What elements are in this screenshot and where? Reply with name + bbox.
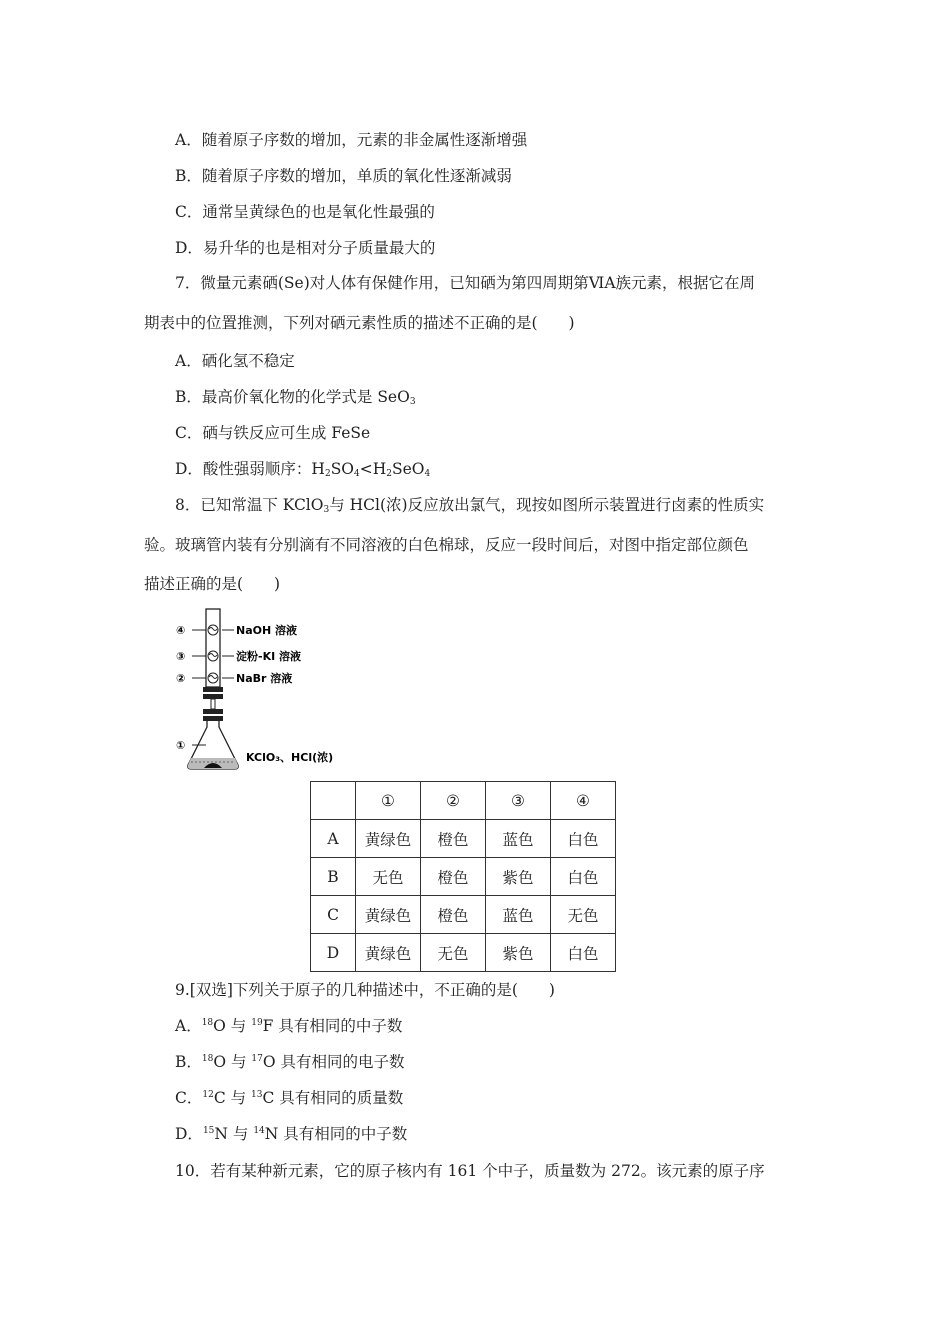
q9-option-a: A．$^{18}$O 与 $^{19}$F 具有相同的中子数: [175, 1017, 403, 1035]
q8-answer-table: [310, 781, 616, 972]
q6-option-b: B．随着原子序数的增加，单质的氧化性逐渐减弱: [175, 167, 512, 185]
table-cell: 黄绿色: [356, 934, 421, 972]
fig-sol-nabr: NaBr 溶液: [236, 672, 293, 685]
cotton-ball-2: [208, 673, 218, 683]
cotton-ball-3: [208, 651, 218, 661]
fig-label-2: ②: [176, 672, 186, 685]
table-cell: B: [311, 858, 356, 896]
table-cell: 紫色: [486, 858, 551, 896]
table-header-cell: [311, 782, 356, 820]
q9-option-d: D．$^{15}$N 与 $^{14}$N 具有相同的中子数: [175, 1125, 408, 1143]
table-cell: 白色: [551, 820, 616, 858]
q8-stem-line1: 8．已知常温下 KClO$_3$与 HCl(浓)反应放出氯气，现按如图所示装置进行卤素的性质实: [175, 496, 765, 515]
table-row: [311, 820, 616, 858]
fig-label-4: ④: [176, 624, 186, 637]
fig-sol-naoh: NaOH 溶液: [236, 624, 298, 637]
q6-option-a: A．随着原子序数的增加，元素的非金属性逐渐增强: [175, 131, 528, 149]
table-header-cell: ③: [486, 782, 551, 820]
q7-option-d: D．酸性强弱顺序：$H_2SO_4<H_2SeO_4$: [175, 460, 431, 479]
table-cell: 白色: [551, 858, 616, 896]
q7-stem-line1: 7．微量元素硒(Se)对人体有保健作用，已知硒为第四周期第ⅥA族元素，根据它在周: [175, 274, 756, 292]
q7-option-c: C．硒与铁反应可生成 FeSe: [175, 424, 371, 442]
table-row: [311, 858, 616, 896]
table-cell: 紫色: [486, 934, 551, 972]
fig-label-1: ①: [176, 739, 186, 752]
table-cell: 黄绿色: [356, 896, 421, 934]
apparatus-figure: [170, 605, 350, 780]
q8-stem-line3: 描述正确的是( ): [144, 575, 281, 593]
fig-flask-label: KClO₃、HCl(浓): [246, 751, 334, 764]
fig-label-3: ③: [176, 650, 186, 663]
q6-option-d: D．易升华的也是相对分子质量最大的: [175, 239, 436, 257]
table-cell: 黄绿色: [356, 820, 421, 858]
table-cell: 无色: [356, 858, 421, 896]
table-header-row: [311, 782, 616, 820]
cotton-ball-4: [208, 625, 218, 635]
fig-sol-starch-ki: 淀粉-KI 溶液: [236, 650, 302, 663]
table-cell: D: [311, 934, 356, 972]
q7-stem-line2: 期表中的位置推测，下列对硒元素性质的描述不正确的是( ): [144, 314, 575, 332]
table-cell: 橙色: [421, 858, 486, 896]
table-header-cell: ②: [421, 782, 486, 820]
table-cell: 白色: [551, 934, 616, 972]
q10-stem-line1: 10．若有某种新元素，它的原子核内有 161 个中子，质量数为 272。该元素的原子序: [175, 1162, 765, 1180]
table-header-cell: ①: [356, 782, 421, 820]
q9-stem: 9.[双选]下列关于原子的几种描述中，不正确的是( ): [175, 981, 555, 999]
q6-option-c: C．通常呈黄绿色的也是氧化性最强的: [175, 203, 435, 221]
table-cell: 橙色: [421, 820, 486, 858]
q8-stem-line2: 验。玻璃管内装有分别滴有不同溶液的白色棉球，反应一段时间后，对图中指定部位颜色: [144, 536, 749, 554]
q9-option-c: C．$^{12}$C 与 $^{13}$C 具有相同的质量数: [175, 1089, 404, 1107]
table-cell: C: [311, 896, 356, 934]
q7-option-b: B．最高价氧化物的化学式是 SeO$_3$: [175, 388, 416, 407]
table-row: [311, 934, 616, 972]
table-cell: 无色: [421, 934, 486, 972]
table-cell: 蓝色: [486, 820, 551, 858]
table-header-cell: ④: [551, 782, 616, 820]
q7-option-a: A．硒化氢不稳定: [175, 352, 295, 370]
table-cell: A: [311, 820, 356, 858]
q9-option-b: B．$^{18}$O 与 $^{17}$O 具有相同的电子数: [175, 1053, 405, 1071]
table-cell: 蓝色: [486, 896, 551, 934]
table-row: [311, 896, 616, 934]
table-cell: 橙色: [421, 896, 486, 934]
table-cell: 无色: [551, 896, 616, 934]
